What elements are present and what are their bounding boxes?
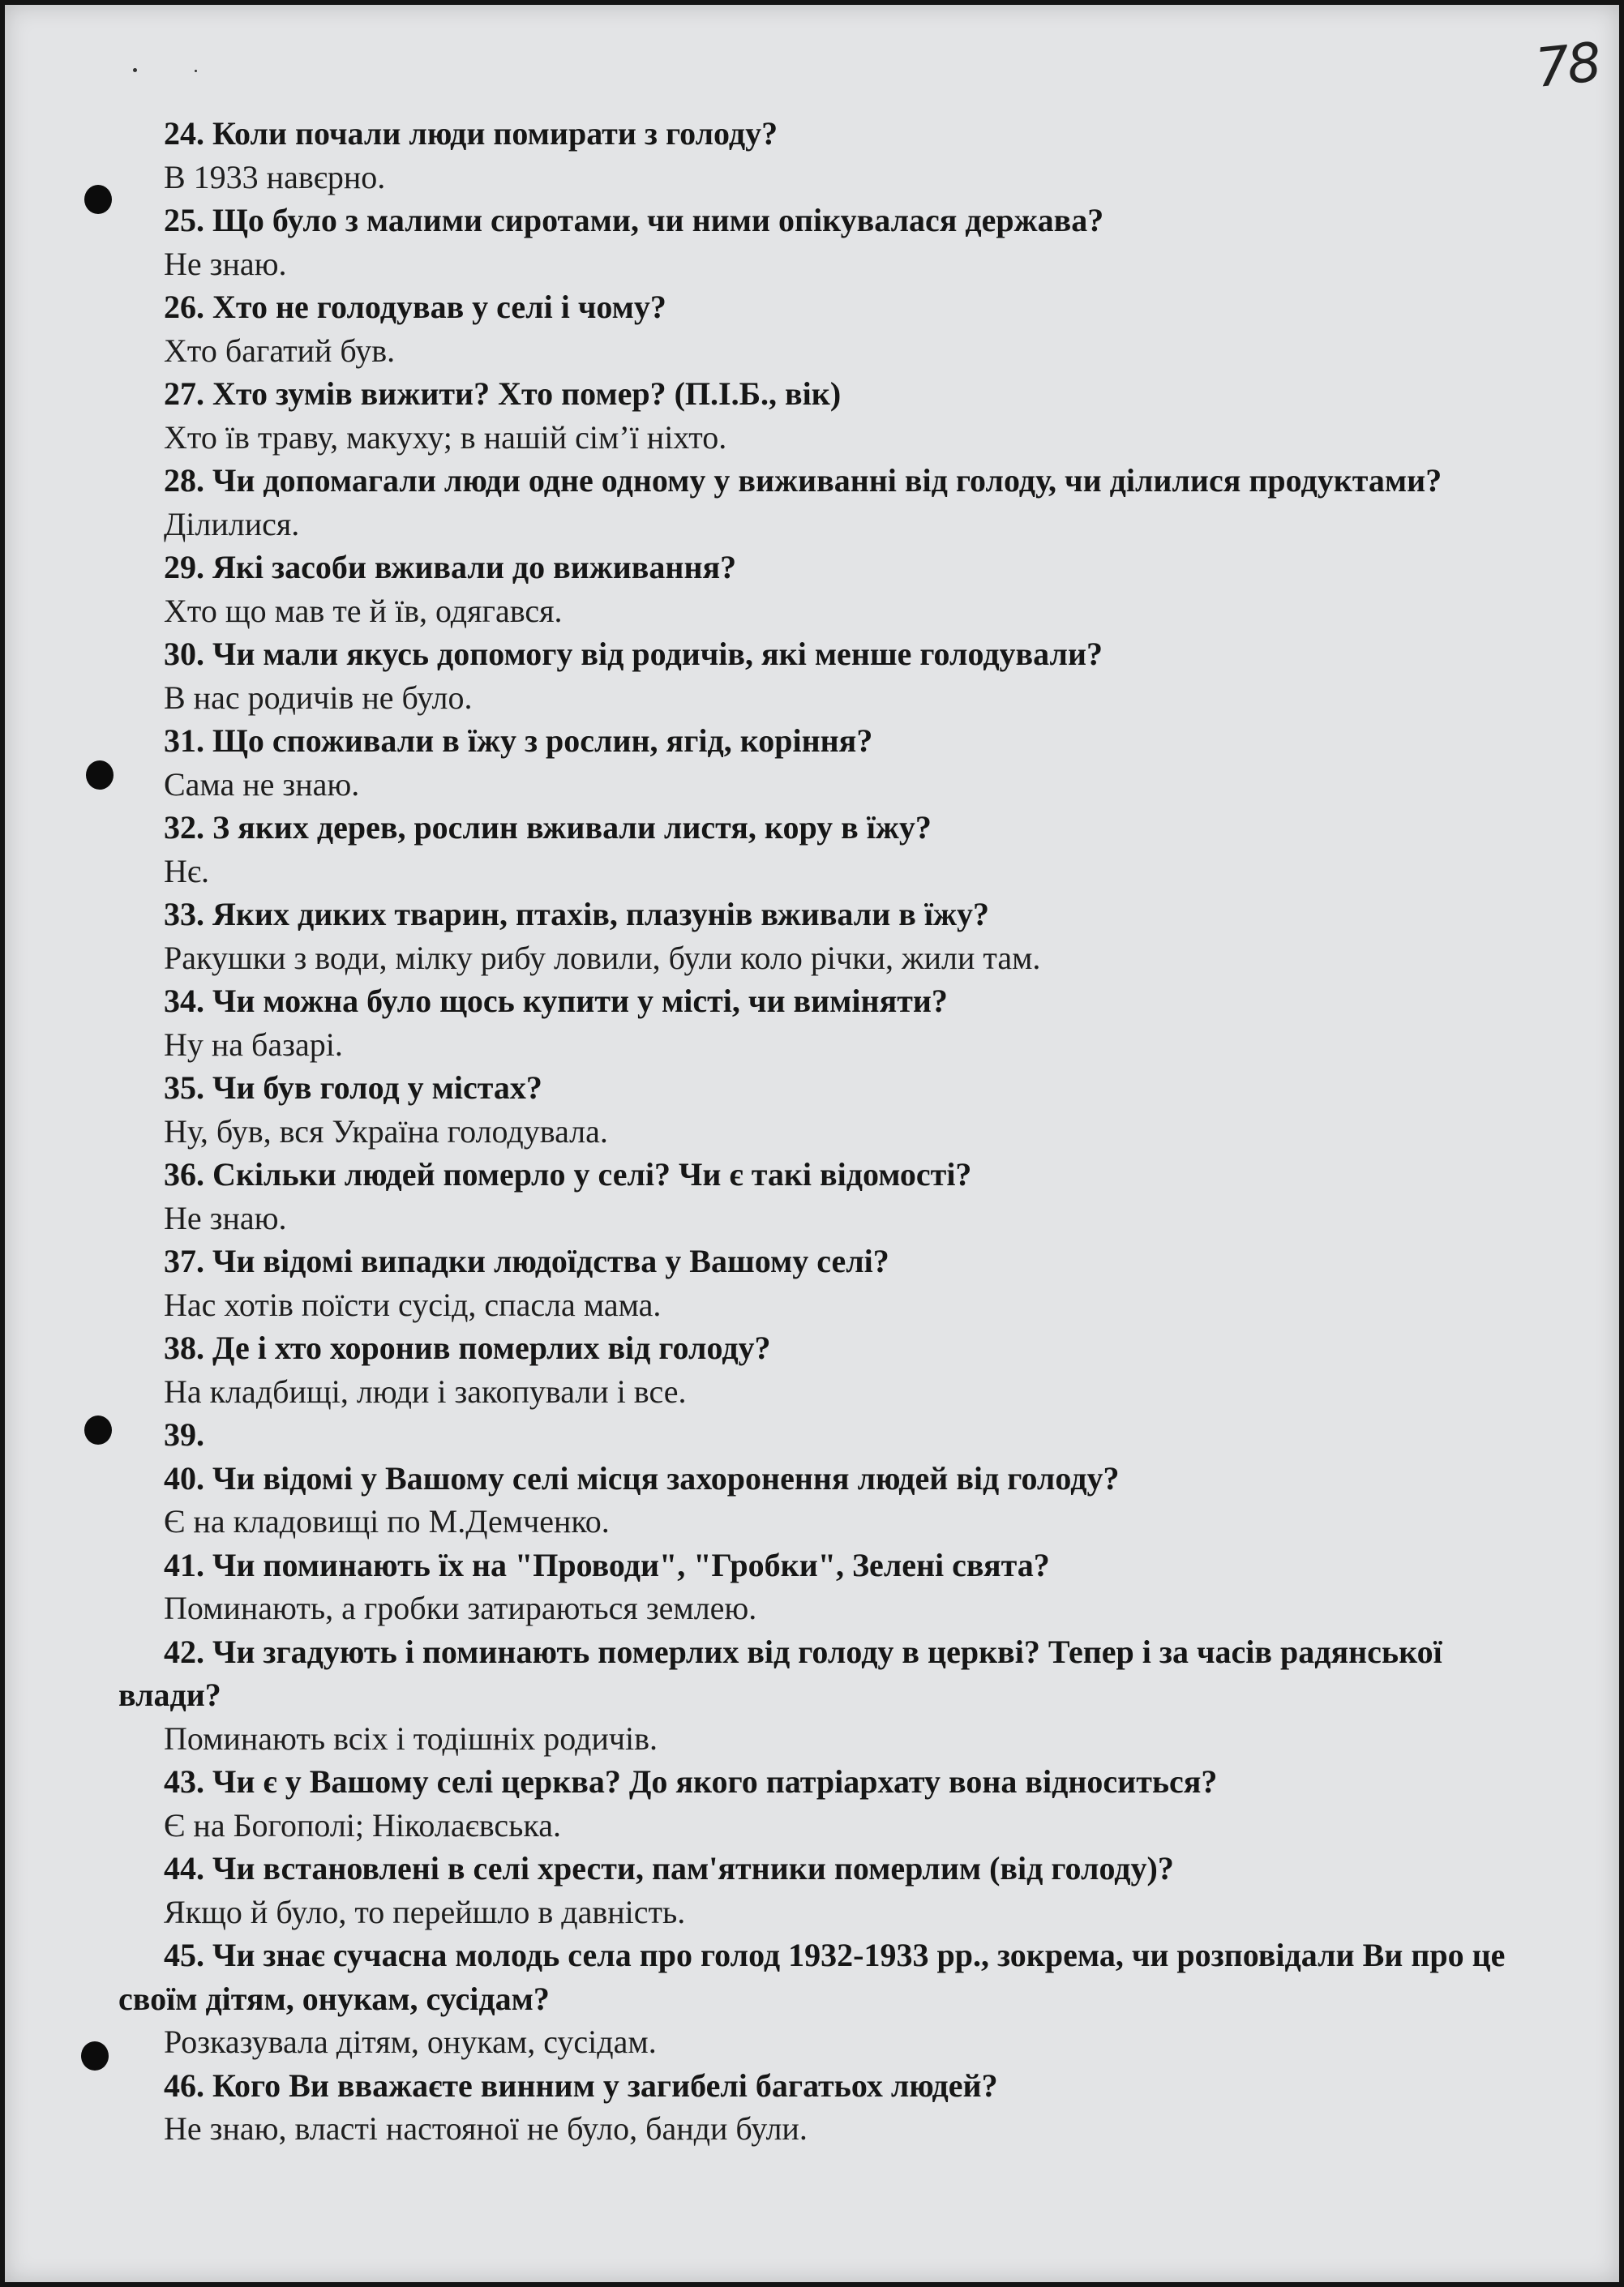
answer-text: Хто їв траву, макуху; в нашій сім’ї ніхто. bbox=[164, 418, 727, 456]
answer-text: Ділилися. bbox=[164, 505, 300, 542]
answer-text: Ну, був, вся Україна голодувала. bbox=[164, 1112, 608, 1150]
answer-text: Нас хотів поїсти сусід, спасла мама. bbox=[164, 1286, 662, 1323]
qa-item bbox=[5, 1240, 1619, 1326]
answer-text: Не знаю. bbox=[164, 1199, 287, 1236]
question-text: 42. Чи згадують і поминають померлих від голоду в церкві? Тепер і за часів радянської влади? bbox=[118, 1633, 1442, 1713]
question-text: 44. Чи встановлені в селі хрести, пам'ятники померлим (від голоду)? bbox=[164, 1850, 1174, 1887]
qa-item bbox=[5, 546, 1619, 632]
answer-text: Хто багатий був. bbox=[164, 332, 396, 369]
answer-text: Є на кладовищі по М.Демченко. bbox=[164, 1503, 610, 1540]
question-text: 39. bbox=[164, 1416, 204, 1453]
question-text: 40. Чи відомі у Вашому селі місця захоронення людей від голоду? bbox=[164, 1459, 1120, 1497]
handwritten-page-number: 78 bbox=[1532, 31, 1602, 100]
qa-item bbox=[5, 1153, 1619, 1240]
qa-item bbox=[5, 893, 1619, 979]
answer-text: Якщо й було, то перейшло в давність. bbox=[164, 1893, 686, 1930]
qa-item bbox=[5, 1630, 1619, 1761]
qa-item bbox=[5, 1847, 1619, 1934]
qa-item bbox=[5, 1413, 1619, 1457]
question-text: 32. З яких дерев, рослин вживали листя, кору в їжу? bbox=[164, 809, 932, 846]
question-text: 45. Чи знає сучасна молодь села про голод 1932-1933 рр., зокрема, чи розповідали Ви про це своїм дітям, онукам, сусідам? bbox=[118, 1937, 1506, 2017]
qa-item bbox=[5, 285, 1619, 372]
qa-item bbox=[5, 2064, 1619, 2151]
answer-text: Розказувала дітям, онукам, сусідам. bbox=[164, 2024, 657, 2060]
answer-text: В нас родичів не було. bbox=[164, 679, 473, 716]
qa-item bbox=[5, 459, 1619, 546]
qa-item bbox=[5, 1457, 1619, 1544]
question-text: 38. Де і хто хоронив померлих від голоду? bbox=[164, 1330, 771, 1366]
question-text: 33. Яких диких тварин, птахів, плазунів вживали в їжу? bbox=[164, 896, 989, 932]
question-text: 46. Кого Ви вважаєте винним у загибелі багатьох людей? bbox=[164, 2066, 998, 2104]
answer-text: Не знаю, власті настояної не було, банди були. bbox=[164, 2110, 808, 2147]
question-text: 37. Чи відомі випадки людоїдства у Вашому селі? bbox=[164, 1243, 889, 1279]
qa-item bbox=[5, 979, 1619, 1066]
qa-item bbox=[5, 806, 1619, 893]
answer-text: В 1933 навєрно. bbox=[164, 158, 386, 195]
question-text: 35. Чи був голод у містах? bbox=[164, 1069, 542, 1106]
answer-text: Хто що мав те й їв, одягався. bbox=[164, 592, 563, 629]
qa-item bbox=[5, 1326, 1619, 1413]
answer-text: Ну на базарі. bbox=[164, 1026, 343, 1063]
qa-item bbox=[5, 632, 1619, 719]
qa-item bbox=[5, 719, 1619, 806]
qa-item bbox=[5, 1544, 1619, 1630]
question-text: 34. Чи можна було щось купити у місті, чи виміняти? bbox=[164, 983, 948, 1019]
answer-text: На кладбищі, люди і закопували і все. bbox=[164, 1373, 687, 1410]
question-text: 29. Які засоби вживали до виживання? bbox=[164, 549, 737, 585]
question-text: 24. Коли почали люди помирати з голоду? bbox=[164, 115, 778, 152]
qa-item bbox=[5, 199, 1619, 285]
document-page bbox=[5, 5, 1619, 2282]
answer-text: Поминають всіх і тодішніх родичів. bbox=[164, 1720, 658, 1757]
question-text: 28. Чи допомагали люди одне одному у виживанні від голоду, чи ділилися продуктами? bbox=[164, 462, 1442, 499]
qa-item bbox=[5, 1934, 1619, 2064]
qa-item bbox=[5, 372, 1619, 459]
question-text: 43. Чи є у Вашому селі церква? До якого патріархату вона відноситься? bbox=[164, 1763, 1218, 1800]
question-text: 31. Що споживали в їжу з рослин, ягід, коріння? bbox=[164, 722, 873, 759]
question-text: 41. Чи поминають їх на "Проводи", "Гробки", Зелені свята? bbox=[164, 1546, 1050, 1583]
questionnaire bbox=[5, 112, 1619, 2151]
question-text: 36. Скільки людей померло у селі? Чи є такі відомості? bbox=[164, 1156, 972, 1193]
qa-item bbox=[5, 1760, 1619, 1847]
answer-text: Не знаю. bbox=[164, 245, 287, 282]
question-text: 25. Що було з малими сиротами, чи ними опікувалася держава? bbox=[164, 202, 1104, 238]
answer-text: Є на Богополі; Ніколаєвська. bbox=[164, 1806, 561, 1844]
answer-text: Сама не знаю. bbox=[164, 765, 360, 803]
question-text: 26. Хто не голодував у селі і чому? bbox=[164, 289, 666, 325]
question-text: 27. Хто зумів вижити? Хто помер? (П.І.Б., вік) bbox=[164, 375, 842, 412]
answer-text: Ракушки з води, мілку рибу ловили, були коло річки, жили там. bbox=[164, 939, 1041, 976]
qa-item bbox=[5, 1066, 1619, 1153]
answer-text: Нє. bbox=[164, 852, 210, 889]
answer-text: Поминають, а гробки затираються землею. bbox=[164, 1590, 757, 1626]
question-text: 30. Чи мали якусь допомогу від родичів, які менше голодували? bbox=[164, 636, 1103, 672]
qa-item bbox=[5, 112, 1619, 199]
